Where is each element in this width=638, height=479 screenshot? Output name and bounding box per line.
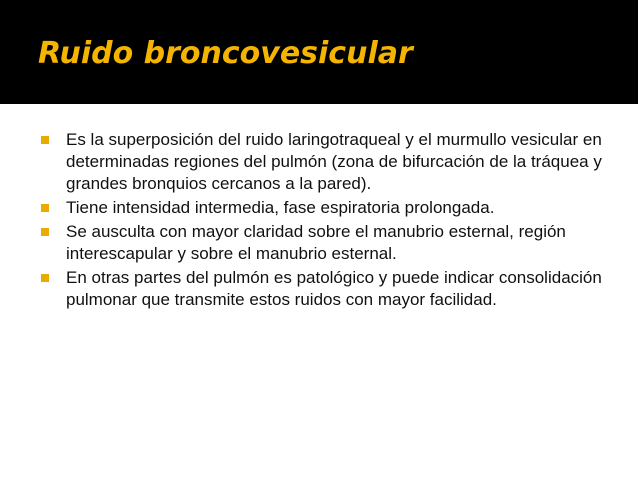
list-item — [41, 267, 616, 311]
square-bullet-icon — [41, 136, 49, 144]
list-item — [41, 221, 616, 265]
list-item — [41, 129, 616, 196]
bullet-text: En otras partes del pulmón es patológico y puede indicar consolidación pulmonar que transmite estos ruidos con mayor facilidad. — [66, 267, 602, 309]
bullet-text: Se ausculta con mayor claridad sobre el manubrio esternal, región interescapular y sobre el manubrio esternal. — [66, 221, 566, 264]
square-bullet-icon — [41, 228, 49, 236]
slide-title: Ruido broncovesicular — [38, 36, 413, 71]
bullet-list — [41, 129, 616, 313]
square-bullet-icon — [41, 274, 49, 282]
list-item — [41, 197, 616, 219]
title-bar — [0, 0, 638, 104]
square-bullet-icon — [41, 204, 49, 212]
bullet-text: Es la superposición del ruido laringotraqueal y el murmullo vesicular en determinadas regiones del pulmón (zona de bifurcación de la tráquea y grandes bronquios cercanos a la pared). — [66, 130, 602, 194]
bullet-text: Tiene intensidad intermedia, fase espiratoria prolongada. — [66, 198, 495, 218]
